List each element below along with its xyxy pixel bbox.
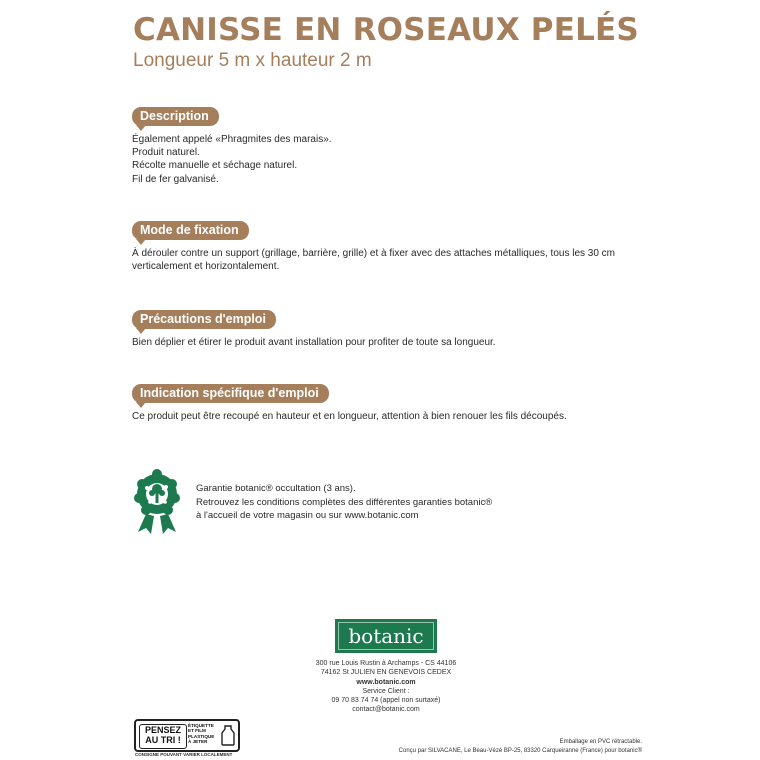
guarantee-line: à l'accueil de votre magasin ou sur www.botanic.com xyxy=(196,510,419,521)
section-body-precautions xyxy=(132,336,496,349)
guarantee-line: Retrouvez les conditions complètes des différentes garanties botanic® xyxy=(196,496,493,508)
address-line: 74162 St JULIEN EN GENEVOIS CEDEX xyxy=(320,669,452,677)
address-line: 300 rue Louis Rustin à Archamps - CS 44106 xyxy=(315,660,457,667)
section-body-specific-use xyxy=(132,410,567,423)
section-body-fixation xyxy=(132,247,615,273)
packaging-note: Emballage en PVC rétractable. xyxy=(559,739,642,745)
email-link[interactable]: contact@botanic.com xyxy=(352,706,420,714)
section-heading-description: Description xyxy=(132,107,219,126)
section-fixation xyxy=(132,221,615,273)
recycling-label-line: PENSEZ xyxy=(144,725,181,735)
body-line: À dérouler contre un support (grillage, barrière, grille) et à fixer avec des attaches métalliques, tous les 30 cm xyxy=(132,248,616,259)
section-body-description xyxy=(132,133,332,186)
logo-text: botanic xyxy=(348,624,424,648)
guarantee-line: Garantie botanic® occultation (3 ans). xyxy=(196,483,356,494)
body-line: Produit naturel. xyxy=(132,147,200,159)
recycling-logo xyxy=(134,719,240,752)
product-title: CANISSE EN ROSEAUX PELÉS xyxy=(133,12,639,48)
botanic-logo xyxy=(335,619,437,653)
service-label: Service Client : xyxy=(362,687,410,695)
recycling-instruction: ÉTIQUETTE ET FILM PLASTIQUE À JETER xyxy=(188,723,215,744)
recycling-main-label xyxy=(139,724,187,749)
botanic-guarantee-tree-icon xyxy=(132,468,182,534)
section-specific-use xyxy=(132,384,567,423)
body-line: Bien déplier et étirer le produit avant installation pour profiter de toute sa longueur. xyxy=(132,337,496,348)
body-line: verticalement et horizontalement. xyxy=(132,261,280,273)
body-line: Récolte manuelle et séchage naturel. xyxy=(132,160,298,172)
section-heading-fixation: Mode de fixation xyxy=(132,221,249,240)
body-line: Ce produit peut être recoupé en hauteur et en longueur, attention à bien renouer les fils découpés. xyxy=(132,411,567,422)
guarantee-text xyxy=(196,482,492,523)
recycling-note: CONSIGNE POUVANT VARIER LOCALEMENT xyxy=(135,752,233,757)
designer-note: Conçu par SILVACANE, Le Beau-Vézé BP-25, 83320 Carqueiranne (France) pour botanic® xyxy=(398,748,642,754)
body-line: Également appelé «Phragmites des marais». xyxy=(132,134,332,145)
section-heading-precautions: Précautions d'emploi xyxy=(132,310,276,329)
product-subtitle: Longueur 5 m x hauteur 2 m xyxy=(133,50,372,71)
section-description xyxy=(132,107,332,186)
bag-icon xyxy=(220,724,236,746)
phone-number: 09 70 83 74 74 (appel non surtaxé) xyxy=(331,697,441,705)
body-line: Fil de fer galvanisé. xyxy=(132,173,219,185)
section-precautions xyxy=(132,310,496,349)
logo-frame xyxy=(338,622,434,650)
section-heading-specific-use: Indication spécifique d'emploi xyxy=(132,384,329,403)
footer-legal xyxy=(399,738,642,756)
website-link[interactable]: www.botanic.com xyxy=(356,678,416,686)
recycling-label-line: AU TRI ! xyxy=(145,735,181,745)
company-address xyxy=(236,659,536,715)
